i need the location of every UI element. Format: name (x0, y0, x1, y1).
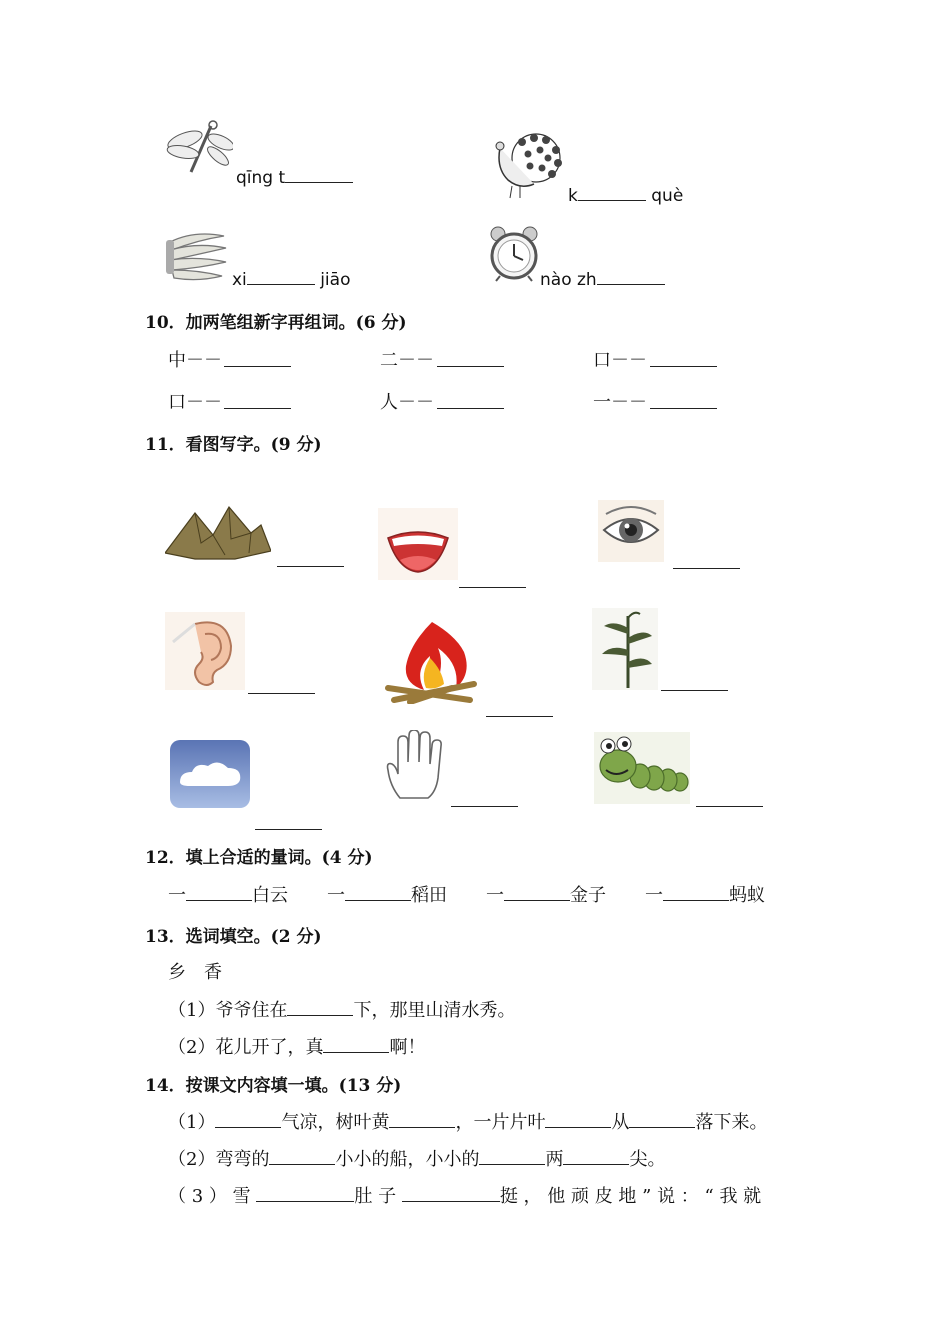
q10-item: 中－－ (168, 350, 222, 371)
answer-blank[interactable] (285, 166, 353, 183)
answer-blank[interactable] (215, 1111, 281, 1128)
answer-blank[interactable] (696, 806, 763, 807)
cloud-icon (170, 740, 250, 808)
answer-blank[interactable] (323, 1036, 389, 1053)
answer-blank[interactable] (650, 408, 717, 409)
pinyin-item-peacock: k què (568, 186, 684, 206)
answer-blank[interactable] (661, 690, 728, 691)
answer-blank[interactable] (186, 884, 252, 901)
q10-item: 口－－ (593, 350, 647, 371)
answer-blank[interactable] (402, 1185, 500, 1202)
peacock-icon (486, 128, 566, 200)
q12-item: 一 金子 (486, 885, 606, 906)
answer-blank[interactable] (345, 884, 411, 901)
dragonfly-icon (163, 120, 233, 182)
answer-blank[interactable] (629, 1111, 695, 1128)
hand-icon (382, 730, 444, 800)
q10-item: 二－－ (380, 350, 434, 371)
mouth-icon (378, 508, 458, 580)
q14-line-1: （1） 气凉，树叶黄 ，一片片叶 从 落下来。 (168, 1112, 768, 1133)
answer-blank[interactable] (663, 884, 729, 901)
q12-item: 一 稻田 (327, 885, 447, 906)
pinyin-item-banana: xi jiāo (232, 270, 351, 290)
answer-blank[interactable] (437, 408, 504, 409)
answer-blank[interactable] (545, 1111, 611, 1128)
banana-icon (164, 228, 232, 284)
answer-blank[interactable] (224, 408, 291, 409)
q12-item: 一 蚂蚁 (645, 885, 765, 906)
answer-blank[interactable] (597, 268, 665, 285)
answer-blank[interactable] (389, 1111, 455, 1128)
q10-item: 人－－ (380, 392, 434, 413)
answer-blank[interactable] (255, 829, 322, 830)
answer-blank[interactable] (247, 268, 315, 285)
q13-sentence-1: （1）爷爷住在 下，那里山清水秀。 (168, 1000, 516, 1021)
answer-blank[interactable] (248, 693, 315, 694)
q13-sentence-2: （2）花儿开了，真 啊！ (168, 1037, 426, 1058)
crop-seedling-icon (592, 608, 658, 690)
answer-blank[interactable] (650, 366, 717, 367)
question-10-title: 10．加两笔组新字再组词。(6 分) (145, 313, 407, 333)
worm-icon (594, 732, 690, 804)
q14-line-2: （2）弯弯的 小小的船，小小的 两 尖。 (168, 1149, 666, 1170)
answer-blank[interactable] (256, 1185, 354, 1202)
answer-blank[interactable] (224, 366, 291, 367)
answer-blank[interactable] (673, 568, 740, 569)
mountain-icon (165, 503, 271, 561)
q14-line-3: （ 3 ） 雪 肚 子 挺 ， 他 顽 皮 地 ” 说 ： “ 我 就 (168, 1186, 762, 1207)
answer-blank[interactable] (277, 566, 344, 567)
question-13-title: 13．选词填空。(2 分) (145, 927, 322, 947)
question-14-title: 14．按课文内容填一填。(13 分) (145, 1076, 402, 1096)
q10-item: 口－－ (168, 392, 222, 413)
pinyin-item-alarm-clock: nào zh (540, 268, 665, 290)
q12-item: 一 白云 (168, 885, 288, 906)
answer-blank[interactable] (287, 999, 353, 1016)
answer-blank[interactable] (479, 1148, 545, 1165)
answer-blank[interactable] (269, 1148, 335, 1165)
q10-item: 一－－ (593, 392, 647, 413)
answer-blank[interactable] (437, 366, 504, 367)
answer-blank[interactable] (459, 587, 526, 588)
answer-blank[interactable] (504, 884, 570, 901)
fire-icon (380, 618, 482, 704)
eye-icon (598, 500, 664, 562)
question-12-title: 12．填上合适的量词。(4 分) (145, 848, 373, 868)
answer-blank[interactable] (563, 1148, 629, 1165)
answer-blank[interactable] (451, 806, 518, 807)
pinyin-item-dragonfly: qīng t (236, 166, 353, 188)
answer-blank[interactable] (578, 184, 646, 201)
question-11-title: 11．看图写字。(9 分) (145, 435, 322, 455)
ear-icon (165, 612, 245, 690)
alarm-clock-icon (488, 226, 540, 282)
q13-options: 乡 香 (168, 962, 222, 983)
answer-blank[interactable] (486, 716, 553, 717)
